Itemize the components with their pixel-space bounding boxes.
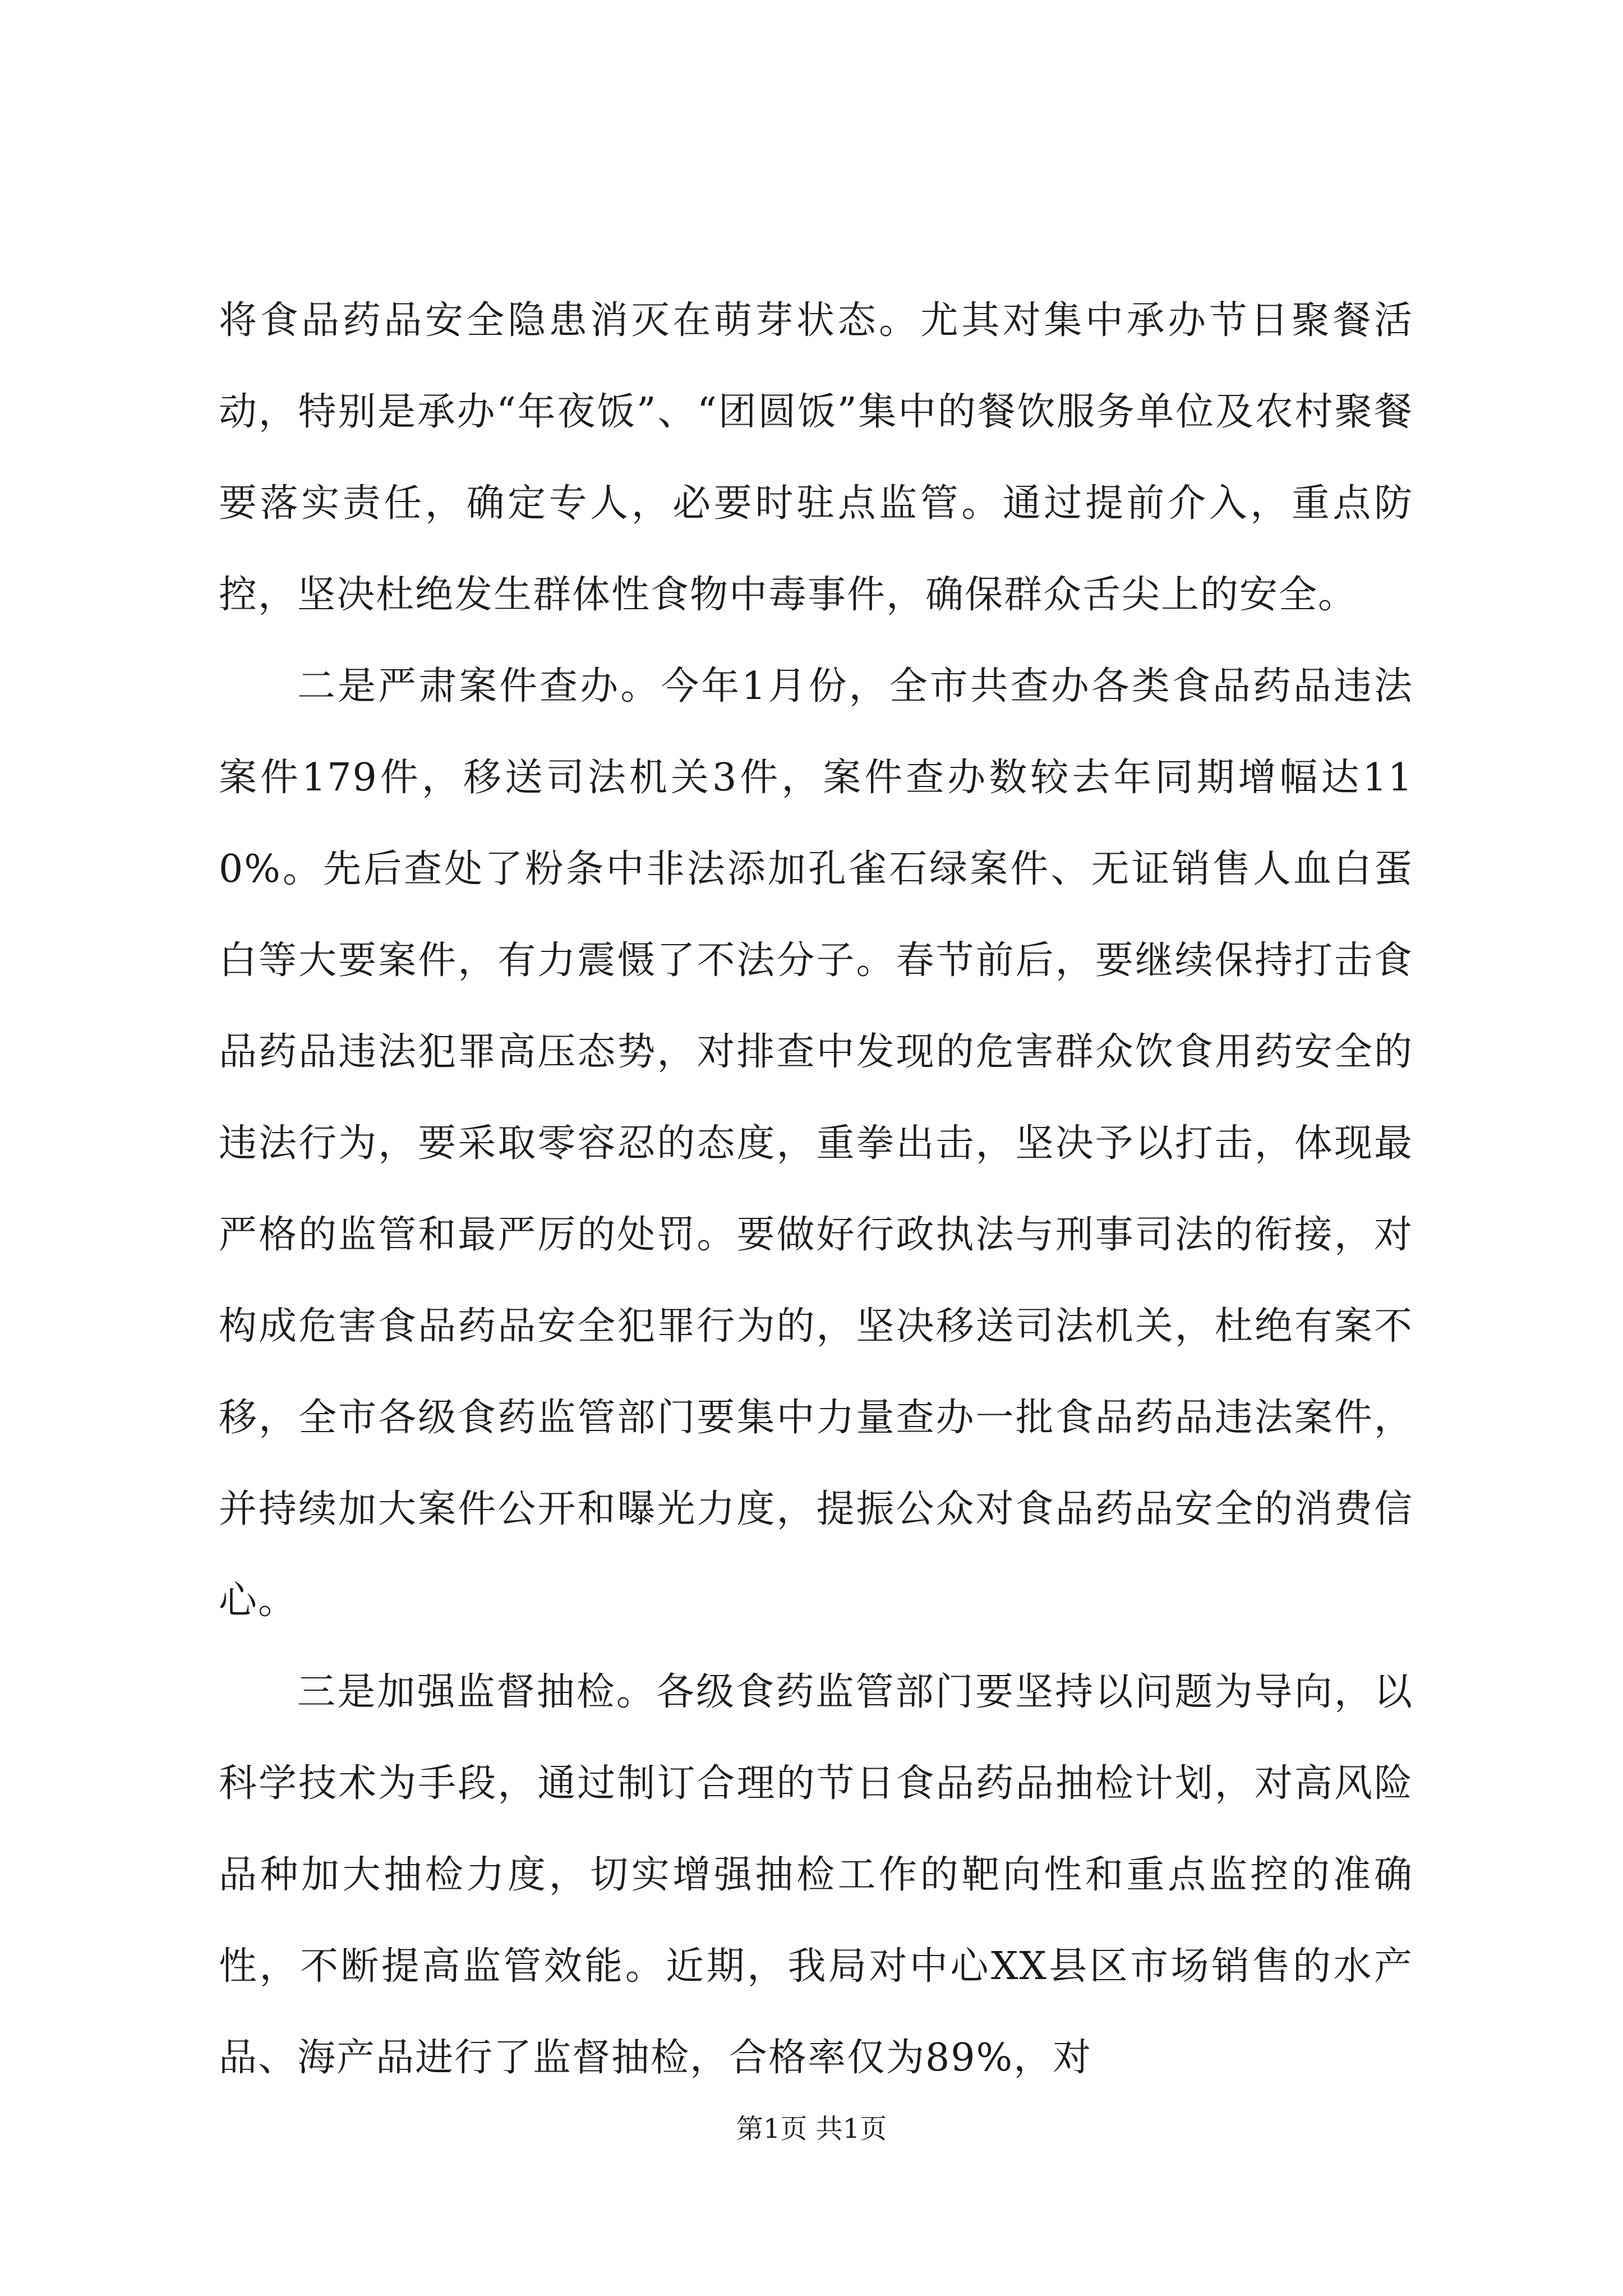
paragraph-2: 二是严肃案件查办。今年1月份，全市共查办各类食品药品违法案件179件，移送司法机关3件，案件查办数较去年同期增幅达110%。先后查处了粉条中非法添加孔雀石绿案件、无证销售人血白蛋白等大要案件，有力震慑了不法分子。春节前后，要继续保持打击食品药品违法犯罪高压态势，对排查中发现的危害群众饮食用药安全的违法行为，要采取零容忍的态度，重拳出击，坚决予以打击，体现最严格的监管和最严厉的处罚。要做好行政执法与刑事司法的衔接，对构成危害食品药品安全犯罪行为的，坚决移送司法机关，杜绝有案不移，全市各级食药监管部门要集中力量查办一批食品药品违法案件，并持续加大案件公开和曝光力度，提振公众对食品药品安全的消费信心。 xyxy=(219,664,1413,1623)
page-footer: 第1页 共1页 xyxy=(736,2113,887,2145)
paragraph-3: 三是加强监督抽检。各级食药监管部门要坚持以问题为导向，以科学技术为手段，通过制订合理的节日食品药品抽检计划，对高风险品种加大抽检力度，切实增强抽检工作的靶向性和重点监控的准确性，不断提高监管效能。近期，我局对中心XX县区市场销售的水产品、海产品进行了监督抽检，合格率仅为89%，对 xyxy=(219,1670,1413,2080)
document-body xyxy=(219,275,1413,2104)
paragraph-1: 将食品药品安全隐患消灭在萌芽状态。尤其对集中承办节日聚餐活动，特别是承办“年夜饭”、“团圆饭”集中的餐饮服务单位及农村聚餐要落实责任，确定专人，必要时驻点监管。通过提前介入，重点防控，坚决杜绝发生群体性食物中毒事件，确保群众舌尖上的安全。 xyxy=(219,298,1413,617)
